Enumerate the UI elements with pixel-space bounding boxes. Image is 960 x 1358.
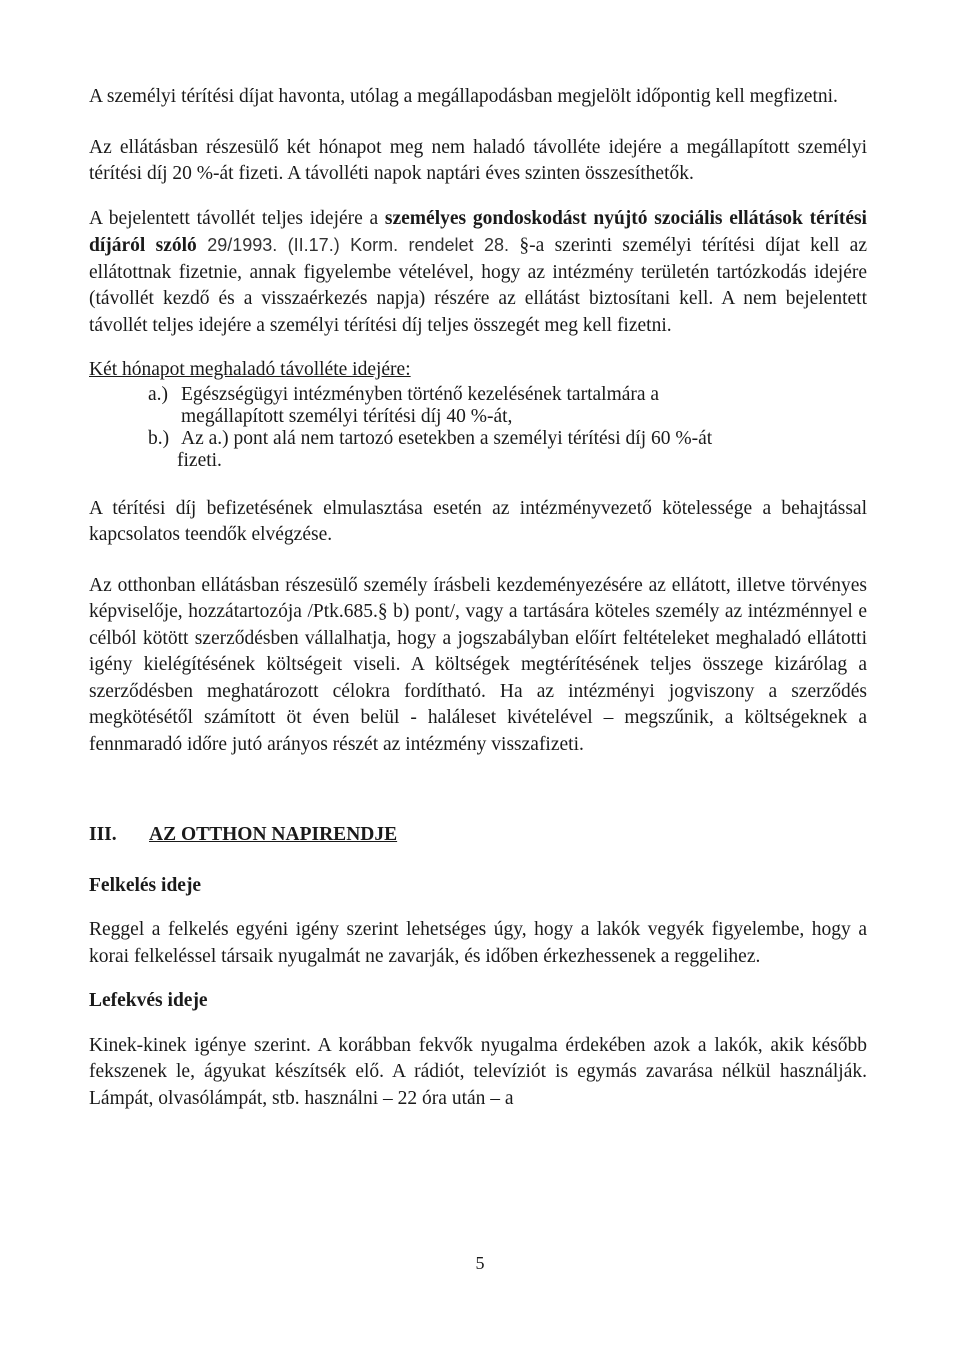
subheading-bedtime: Lefekvés ideje [89, 990, 208, 1011]
list-item [148, 384, 867, 406]
list-item [148, 428, 867, 450]
document-page [89, 84, 867, 1112]
paragraph-bedtime: Kinek-kinek igénye szerint. A korábban fekvők nyugalma érdekében azok a lakók, akik később fekszenek le, ágyukat készítsék elő. A rádiót, televíziót is egymás zavarása nélkül használják. Lámpát, olvasólámpát, stb. használni – 22 óra után – a [89, 1034, 867, 1109]
paragraph-collection: A térítési díj befizetésének elmulasztása esetén az intézményvezető kötelessége a behajtással kapcsolatos teendők elvégzése. [89, 497, 867, 545]
list-item-text: Az a.) pont alá nem tartozó esetekben a személyi térítési díj 60 %-át [181, 427, 713, 449]
section-number: III. [89, 824, 117, 845]
paragraph-reported-absence-post: §-a szerinti személyi térítési díjat kell az ellátottnak fizetnie, annak figyelembe vételével, hogy az intézmény területén tartózkodás idejére (távollét kezdő és a visszaérkezés napja) részére az ellátást biztosítani kell. A nem bejelentett távollét teljes idejére a személyi térítési díj teljes összegét meg kell fizetni. [89, 235, 867, 336]
list-item-continuation: megállapított személyi térítési díj 40 %-át, [181, 405, 513, 427]
page-number: 5 [475, 1253, 485, 1273]
list-item-label: b.) [148, 427, 170, 449]
regulation-title: személyes gondoskodást nyújtó szociális ellátások térítési díjáról szóló [89, 207, 867, 256]
subheading-wakeup: Felkelés ideje [89, 874, 202, 896]
paragraph-payment: A személyi térítési díjat havonta, utólag a megállapodásban megjelölt időpontig kell megfizetni. [89, 86, 838, 107]
paragraph-reported-absence-pre: A bejelentett távollét teljes idejére a [89, 207, 385, 229]
list-item-continuation: fizeti. [177, 449, 222, 471]
regulation-number: 29/1993. (II.17.) Korm. rendelet 28. [196, 235, 520, 255]
list-title: Két hónapot meghaladó távolléte idejére: [89, 359, 411, 380]
paragraph-contract: Az otthonban ellátásban részesülő személy írásbeli kezdeményezésére az ellátott, illetve törvényes képviselője, hozzátartozója /Ptk.685.§ b) pont/, vagy a tartására köteles személy az intézménnyel e célból kötött szerződésben vállalhatja, hogy a jogszabályban előírt feltételeket meghaladó ellátotti igény kielégítésének költségeit viseli. A költségek megtérítésének teljes összege kizárólag a szerződésben meghatározott célokra fordítható. Ha az intézményi jogviszony a szerződés megkötésétől számított öt éven belül - haláleset kivételével – megszűnik, a költségeknek a fennmaradó időre jutó arányos részét az intézmény visszafizeti. [89, 574, 867, 755]
paragraph-absence: Az ellátásban részesülő két hónapot meg nem haladó távolléte idejére a megállapított személyi térítési díj 20 %-át fizeti. A távolléti napok naptári éves szinten összesíthetők. [89, 136, 867, 184]
absence-list [89, 384, 867, 472]
section-heading [89, 822, 867, 849]
section-title: AZ OTTHON NAPIRENDJE [149, 824, 398, 845]
list-item-text: Egészségügyi intézményben történő kezelésének tartalmára a [181, 383, 660, 405]
list-item-label: a.) [148, 383, 169, 405]
paragraph-reported-absence [89, 206, 867, 340]
paragraph-wakeup: Reggel a felkelés egyéni igény szerint lehetséges úgy, hogy a lakók vegyék figyelembe, hogy a korai felkeléssel társaik nyugalmát ne zavarják, és időben érkezhessenek a reggelihez. [89, 919, 867, 967]
